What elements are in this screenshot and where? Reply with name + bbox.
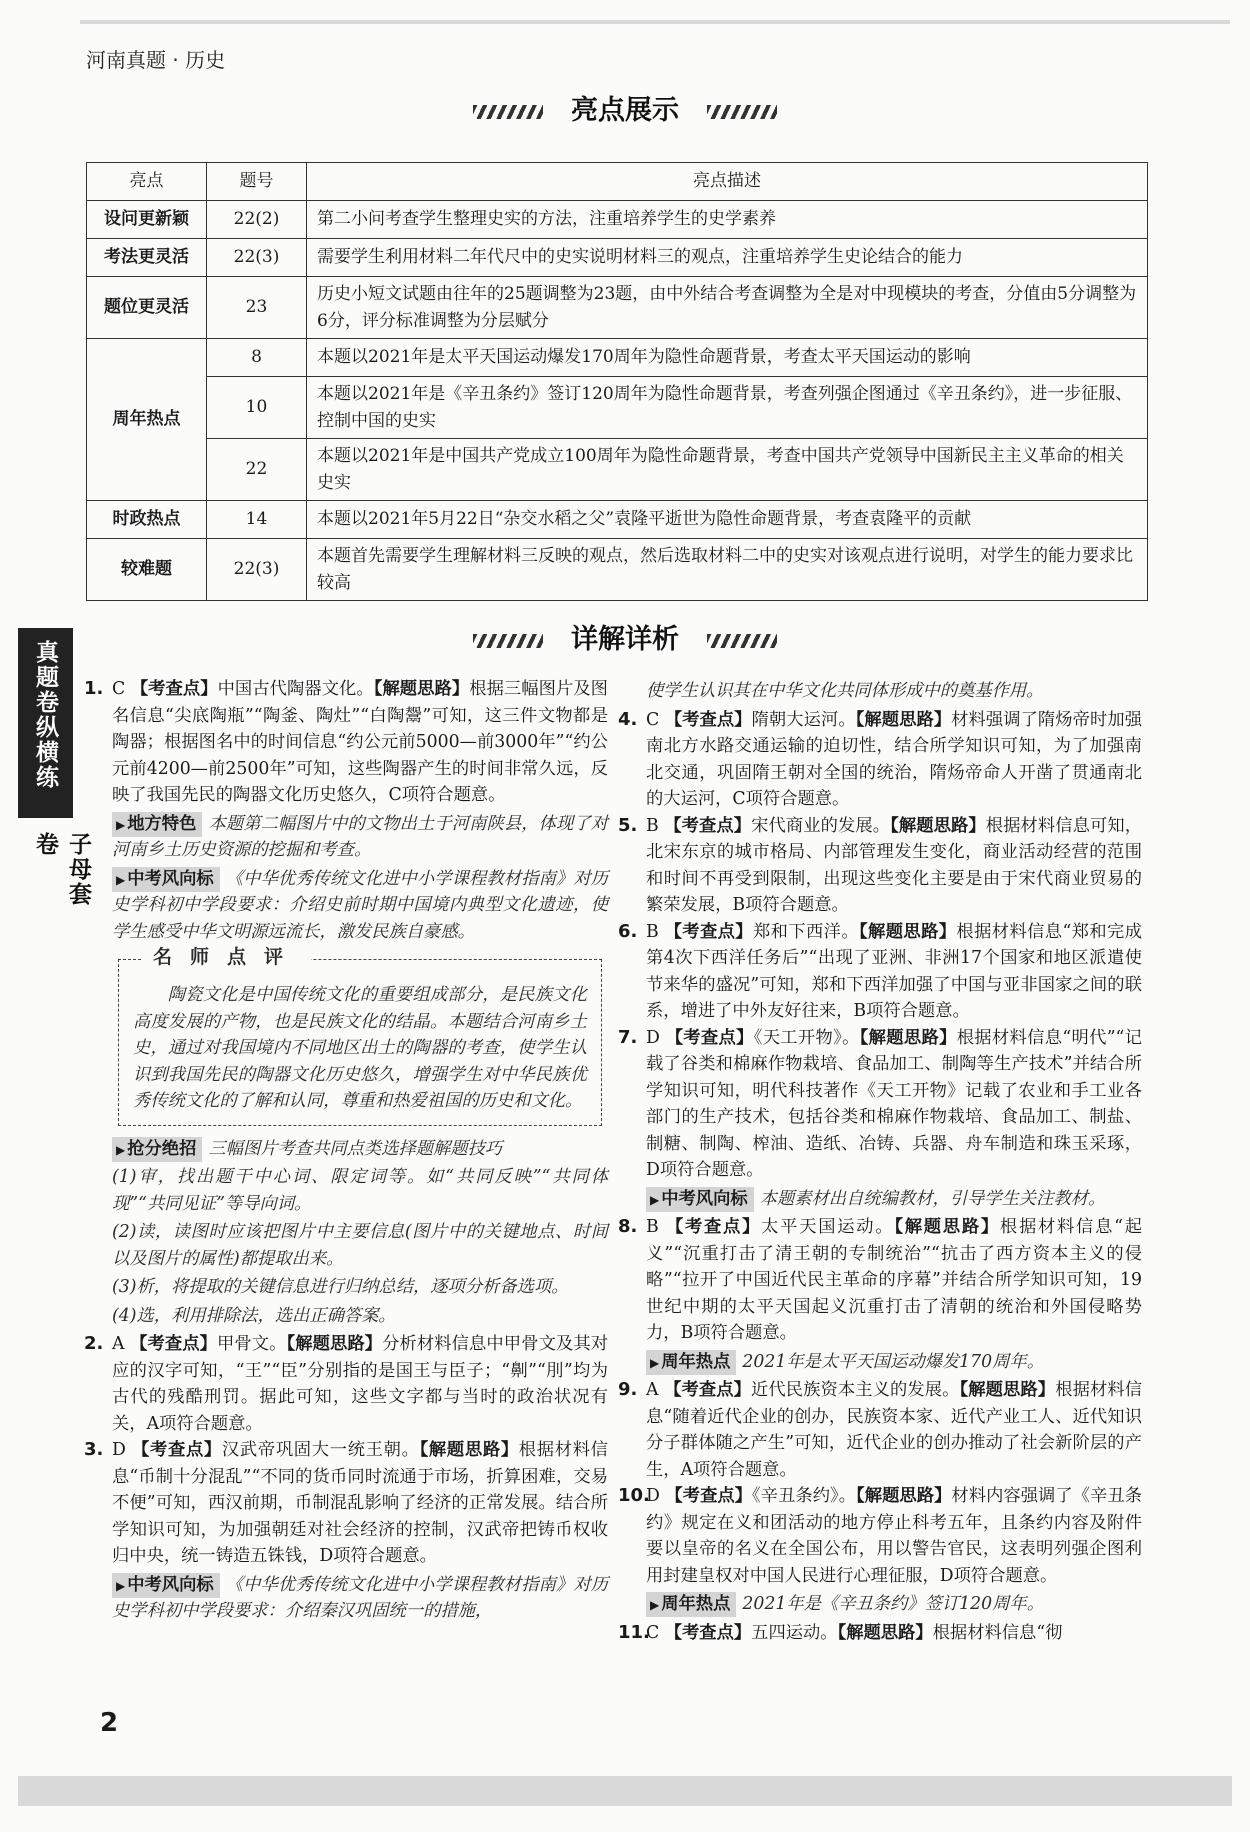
idea-text: 根据材料信息“随着近代企业的创办，民族资本家、近代产业工人、近代知识分子群体随之产生”可知，近代企业的创办推动了社会新阶层的产生，A项符合题意。 (646, 1380, 1142, 1480)
step-item: (3)析，将提取的关键信息进行归纳总结，逐项分析备选项。 (112, 1277, 569, 1297)
idea-tag: 【解题思路】 (859, 1027, 957, 1048)
answer-letter: C (646, 1622, 660, 1643)
table-row (87, 439, 1148, 501)
point-tag: 【考查点】 (664, 709, 752, 730)
idea-text: 材料内容强调了《辛丑条约》规定在义和团活动的地方停止科考五年，且条约内容及附件要以皇帝的名义在全国公布，用以警告官民，这表明列强企图利用封建皇权对中国人民进行心理征服，D项符合题意。 (646, 1486, 1142, 1586)
left-column (84, 676, 608, 1627)
question-number: 3. (84, 1439, 104, 1460)
step-item: (4)选，利用排除法，选出正确答案。 (112, 1305, 396, 1326)
note-anniversary (622, 1349, 1142, 1376)
answer-item-7 (618, 1025, 1142, 1184)
question-number: 7. (618, 1026, 638, 1048)
page-number: 2 (100, 1708, 119, 1738)
idea-text: 根据材料信息“币制十分混乱”“不同的货币同时流通于市场，折算困难，交易不便”可知，西汉前期，币制混乱影响了经济的正常发展。结合所学知识可知，为加强朝廷对社会经济的控制，汉武帝把铸币权收归中央，统一铸造五铢钱，D项符合题意。 (112, 1440, 608, 1566)
point-text: 隋朝大运河。 (751, 709, 856, 730)
continued-text: 使学生认识其在中华文化共同体形成中的奠基作用。 (646, 681, 1044, 701)
point-tag: 【考查点】 (664, 921, 753, 942)
stripe-decoration-right (707, 634, 777, 648)
idea-tag: 【解题思路】 (859, 921, 957, 942)
table-header-row (87, 163, 1148, 201)
note-text: 三幅图片考查共同点类选择题解题技巧 (208, 1138, 503, 1159)
step-item: (2)读，读图时应该把图片中主要信息(图片中的关键地点、时间以及图片的属性)都提取出来。 (112, 1222, 608, 1269)
point-tag: 【考查点】 (130, 679, 218, 699)
col-header-description: 亮点描述 (307, 163, 1148, 201)
answer-item-8 (618, 1214, 1142, 1347)
table-row (87, 539, 1148, 601)
idea-text: 根据材料信息“起义”“沉重打击了清王朝的专制统治”“抗击了西方资本主义的侵略”“拉开了中国近代民主革命的序幕”并结合所学知识可知，19世纪中期的太平天国起义沉重打击了清朝的统治和外国侵略势力，B项符合题意。 (646, 1217, 1142, 1343)
highlight-name: 时政热点 (87, 501, 207, 539)
point-tag: 【考查点】 (130, 1334, 217, 1354)
answer-letter: A (112, 1334, 125, 1354)
highlight-description: 本题首先需要学生理解材料三反映的观点，然后选取材料二中的史实对该观点进行说明，对学生的能力要求比较高 (307, 539, 1148, 601)
point-text: 五四运动。 (751, 1622, 838, 1643)
answer-letter: C (646, 709, 660, 730)
note-exam-trend (622, 1186, 1142, 1213)
idea-tag: 【解题思路】 (856, 1486, 952, 1506)
idea-tag: 【解题思路】 (890, 815, 986, 836)
note-badge: ▶ 地方特色 (112, 812, 202, 837)
idea-text: 分析材料信息中甲骨文及其对应的汉字可知，“王”“臣”分别指的是国王与臣子；“劓”“刖”均为古代的残酷刑罚。据此可知，这些文字都与当时的政治状况有关，A项符合题意。 (112, 1334, 608, 1434)
note-anniversary (622, 1591, 1142, 1618)
highlight-description: 需要学生利用材料二年代尺中的史实说明材料三的观点，注重培养学生史论结合的能力 (307, 239, 1148, 277)
highlight-name: 题位更灵活 (87, 277, 207, 339)
stripe-decoration-left (473, 634, 543, 648)
question-number: 22(3) (207, 539, 307, 601)
note-badge: ▶ 中考风向标 (112, 867, 220, 892)
point-text: 甲骨文。 (216, 1334, 287, 1354)
question-number: 23 (207, 277, 307, 339)
series-label: 真题卷纵横练 (18, 628, 73, 818)
teacher-comment-text: 陶瓷文化是中国传统文化的重要组成部分，是民族文化高度发展的产物，也是民族文化的结晶。本题结合河南乡土史，通过对我国境内不同地区出土的陶器的考查，使学生认识到我国先民的陶器文化历史悠久，增强学生对中华民族优秀传统文化的了解和认同，尊重和热爱祖国的历史和文化。 (133, 985, 587, 1111)
question-number: 10. (618, 1485, 650, 1506)
question-number: 11. (618, 1621, 650, 1643)
note-exam-trend (88, 1572, 608, 1625)
note-scoring-tip (88, 1136, 608, 1163)
teacher-comment-title: 名师点评 (143, 944, 311, 971)
answer-item-6 (618, 919, 1142, 1025)
highlight-name: 较难题 (87, 539, 207, 601)
note-badge: ▶ 中考风向标 (646, 1187, 754, 1212)
point-tag: 【考查点】 (132, 1440, 222, 1460)
highlight-description: 本题以2021年是中国共产党成立100周年为隐性命题背景，考查中国共产党领导中国新民主主义革命的相关史实 (307, 439, 1148, 501)
highlight-description: 历史小短文试题由往年的25题调整为23题，由中外结合考查调整为全是对中现模块的考查，分值由5分调整为6分，评分标准调整为分层赋分 (307, 277, 1148, 339)
idea-text: 根据三幅图片及图名信息“尖底陶瓶”“陶釜、陶灶”“白陶鬶”可知，这三件文物都是陶器；根据图名中的时间信息“约公元前5000—前3000年”“约公元前4200—前2500年”可知，这些陶器产生的时间非常久远，反映了我国先民的陶器文化历史悠久，C项符合题意。 (112, 679, 608, 805)
analysis-title (0, 617, 1250, 656)
col-header-highlight: 亮点 (87, 163, 207, 201)
table-row (87, 201, 1148, 239)
answer-item-9 (618, 1377, 1142, 1483)
point-tag: 【考查点】 (665, 1486, 753, 1506)
idea-tag: 【解题思路】 (837, 1622, 933, 1643)
highlight-name: 考法更灵活 (87, 239, 207, 277)
note-text: 《中华优秀传统文化进中小学课程教材指南》对历史学科初中学段要求：介绍秦汉巩固统一的措施， (112, 1574, 608, 1621)
answer-item-5 (618, 813, 1142, 919)
answer-letter: D (112, 1440, 126, 1460)
right-column (618, 676, 1142, 1646)
header-label: 河南真题 · 历史 (86, 48, 226, 72)
question-number: 5. (618, 814, 638, 836)
idea-text: 根据材料信息“彻 (932, 1622, 1063, 1643)
highlights-title (0, 88, 1250, 127)
point-tag: 【考查点】 (664, 815, 752, 836)
question-number: 10 (207, 377, 307, 439)
idea-tag: 【解题思路】 (855, 709, 952, 730)
table-row (87, 277, 1148, 339)
step-item: (1)审，找出题干中心词、限定词等。如“共同反映”“共同体现”“共同见证”等导向词。 (112, 1167, 608, 1214)
question-number: 22 (207, 439, 307, 501)
note-text: 本题素材出自统编教材，引导学生关注教材。 (759, 1188, 1106, 1209)
idea-text: 根据材料信息可知，北宋东京的城市格局、内部管理发生变化，商业活动经营的范围和时间不再受到限制，出现这些变化主要是由于宋代商业贸易的繁荣发展，B项符合题意。 (646, 815, 1142, 915)
idea-tag: 【解题思路】 (419, 1440, 519, 1460)
note-badge: ▶ 中考风向标 (112, 1573, 220, 1598)
answer-letter: D (646, 1027, 660, 1048)
question-number: 14 (207, 501, 307, 539)
answer-item-11 (618, 1620, 1142, 1647)
highlights-title-text: 亮点展示 (571, 95, 679, 126)
teacher-comment-box (118, 946, 602, 1126)
note-badge: ▶ 周年热点 (646, 1350, 736, 1375)
answer-item-10 (618, 1483, 1142, 1589)
idea-tag: 【解题思路】 (373, 679, 470, 699)
analysis-title-text: 详解详析 (571, 624, 679, 655)
question-number: 22(2) (207, 201, 307, 239)
paper-type-label: 子母套卷 (32, 832, 91, 907)
point-text: 太平天国运动。 (761, 1217, 895, 1237)
idea-tag: 【解题思路】 (894, 1217, 1000, 1237)
idea-text: 根据材料信息“郑和完成第4次下西洋任务后”“出现了亚洲、非洲17个国家和地区派遣使节来华的盛况”可知，郑和下西洋加强了中国与亚非国家之间的联系，增进了中外友好往来，B项符合题意。 (646, 921, 1142, 1021)
bottom-rule (18, 1776, 1232, 1806)
highlight-name: 周年热点 (87, 339, 207, 501)
table-row (87, 339, 1148, 377)
point-text: 中国古代陶器文化。 (217, 679, 374, 699)
highlight-description: 本题以2021年5月22日“杂交水稻之父”袁隆平逝世为隐性命题背景，考查袁隆平的贡献 (307, 501, 1148, 539)
point-text: 宋代商业的发展。 (751, 815, 891, 836)
question-number: 9. (618, 1379, 638, 1400)
answer-letter: B (646, 921, 659, 942)
highlight-name: 设问更新颖 (87, 201, 207, 239)
point-text: 《辛丑条约》。 (752, 1486, 857, 1506)
note-text: 2021年是《辛丑条约》签订120周年。 (742, 1594, 1044, 1614)
question-number: 6. (618, 920, 638, 942)
highlight-description: 本题以2021年是《辛丑条约》签订120周年为隐性命题背景，考查列强企图通过《辛丑条约》，进一步征服、控制中国的史实 (307, 377, 1148, 439)
table-row (87, 239, 1148, 277)
note-text: 本题第二幅图片中的文物出土于河南陕县，体现了对河南乡土历史资源的挖掘和考查。 (112, 813, 608, 860)
answer-item-1 (84, 676, 608, 809)
note-badge: ▶ 周年热点 (646, 1592, 736, 1617)
idea-tag: 【解题思路】 (959, 1380, 1056, 1400)
question-number: 22(3) (207, 239, 307, 277)
idea-text: 材料强调了隋炀帝时加强南北方水路交通运输的迫切性，结合所学知识可知，为了加强南北交通，巩固隋王朝对全国的统治，隋炀帝命人开凿了贯通南北的大运河，C项符合题意。 (646, 709, 1142, 809)
question-number: 1. (84, 678, 104, 699)
answer-letter: C (112, 679, 126, 699)
question-number: 2. (84, 1333, 104, 1354)
note-text: 《中华优秀传统文化进中小学课程教材指南》对历史学科初中学段要求：介绍史前时期中国境内典型文化遗迹，使学生感受中华文明源远流长，激发民族自豪感。 (112, 868, 608, 942)
question-number: 4. (618, 708, 638, 730)
col-header-number: 题号 (207, 163, 307, 201)
answer-item-4 (618, 707, 1142, 813)
note-text: 2021年是太平天国运动爆发170周年。 (742, 1351, 1044, 1372)
answer-letter: B (646, 815, 659, 836)
answer-letter: D (646, 1486, 660, 1506)
note-badge: ▶ 抢分绝招 (112, 1137, 202, 1162)
top-rule (80, 20, 1230, 24)
answer-item-2 (84, 1331, 608, 1437)
answer-item-3 (84, 1437, 608, 1570)
idea-text: 根据材料信息“明代”“记载了谷类和棉麻作物栽培、食品加工、制陶等生产技术”并结合所学知识可知，明代科技著作《天工开物》记载了农业和手工业各部门的生产技术，包括谷类和棉麻作物栽培、食品加工、制盐、制糖、制陶、榨油、造纸、冶铸、兵器、舟车制造和珠玉采琢，D项符合题意。 (646, 1027, 1142, 1180)
point-text: 郑和下西洋。 (752, 921, 860, 942)
stripe-decoration-left (473, 105, 543, 119)
idea-tag: 【解题思路】 (286, 1334, 383, 1354)
question-number: 8 (207, 339, 307, 377)
highlights-table (86, 162, 1148, 601)
point-text: 近代民族资本主义的发展。 (750, 1380, 960, 1400)
note-local-feature (88, 811, 608, 864)
highlight-description: 本题以2021年是太平天国运动爆发170周年为隐性命题背景，考查太平天国运动的影响 (307, 339, 1148, 377)
question-number: 8. (618, 1216, 638, 1237)
point-text: 《天工开物》。 (753, 1027, 860, 1048)
highlight-description: 第二小问考查学生整理史实的方法，注重培养学生的史学素养 (307, 201, 1148, 239)
sidebar-tab (18, 628, 91, 938)
point-tag: 【考查点】 (664, 1380, 751, 1400)
point-text: 汉武帝巩固大一统王朝。 (221, 1440, 420, 1460)
stripe-decoration-right (707, 105, 777, 119)
note-exam-trend (88, 866, 608, 946)
answer-letter: B (646, 1217, 659, 1237)
table-row (87, 377, 1148, 439)
point-tag: 【考查点】 (665, 1217, 762, 1237)
table-row (87, 501, 1148, 539)
point-tag: 【考查点】 (665, 1027, 754, 1048)
point-tag: 【考查点】 (664, 1622, 752, 1643)
answer-letter: A (646, 1380, 659, 1400)
